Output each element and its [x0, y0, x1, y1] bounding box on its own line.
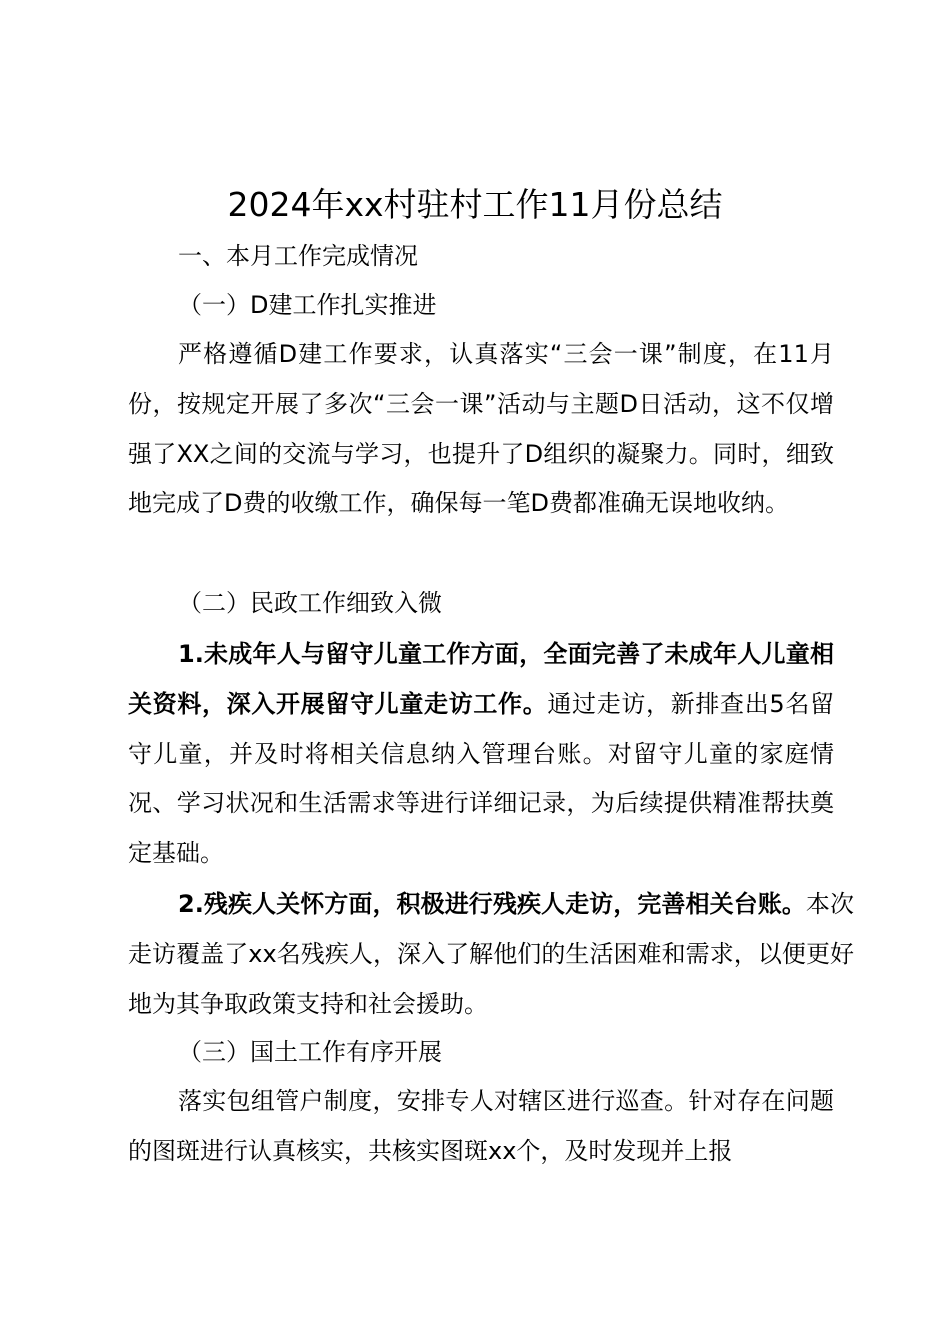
paragraph-disabled-care: [128, 880, 854, 1029]
paragraph-children-work: [128, 630, 834, 879]
subsection-heading-1: （一）D建工作扎实推进: [178, 291, 437, 319]
paragraph-party-building: 严格遵循D建工作要求，认真落实“三会一课”制度，在11月份，按规定开展了多次“三会一课”活动与主题D日活动，这不仅增强了XX之间的交流与学习，也提升了D组织的凝聚力。同时，细致地完成了D费的收缴工作，确保每一笔D费都准确无误地收纳。: [128, 340, 834, 518]
paragraph-children-lead: 1.未成年人与留守儿童工作方面，全面完善了未成年人儿童相关资料，深入开展留守儿童走访工作。: [128, 640, 834, 718]
document-title: 2024年xx村驻村工作11月份总结: [227, 185, 723, 224]
paragraph-land-work: 落实包组管户制度，安排专人对辖区进行巡查。针对存在问题的图斑进行认真核实，共核实图斑xx个，及时发现并上报: [128, 1087, 834, 1165]
subsection-heading-2: （二）民政工作细致入微: [178, 589, 442, 617]
paragraph-children-body: 通过走访，新排查出5名留守儿童，并及时将相关信息纳入管理台账。对留守儿童的家庭情况、学习状况和生活需求等进行详细记录，为后续提供精准帮扶奠定基础。: [128, 689, 834, 868]
subsection-heading-3: （三）国土工作有序开展: [178, 1038, 442, 1066]
paragraph-disabled-body: 本次走访覆盖了xx名残疾人，深入了解他们的生活困难和需求，以便更好地为其争取政策支持和社会援助。: [128, 890, 854, 1018]
paragraph-disabled-lead: 2.残疾人关怀方面，积极进行残疾人走访，完善相关台账。: [178, 890, 806, 918]
section-heading-1: 一、本月工作完成情况: [178, 242, 418, 270]
